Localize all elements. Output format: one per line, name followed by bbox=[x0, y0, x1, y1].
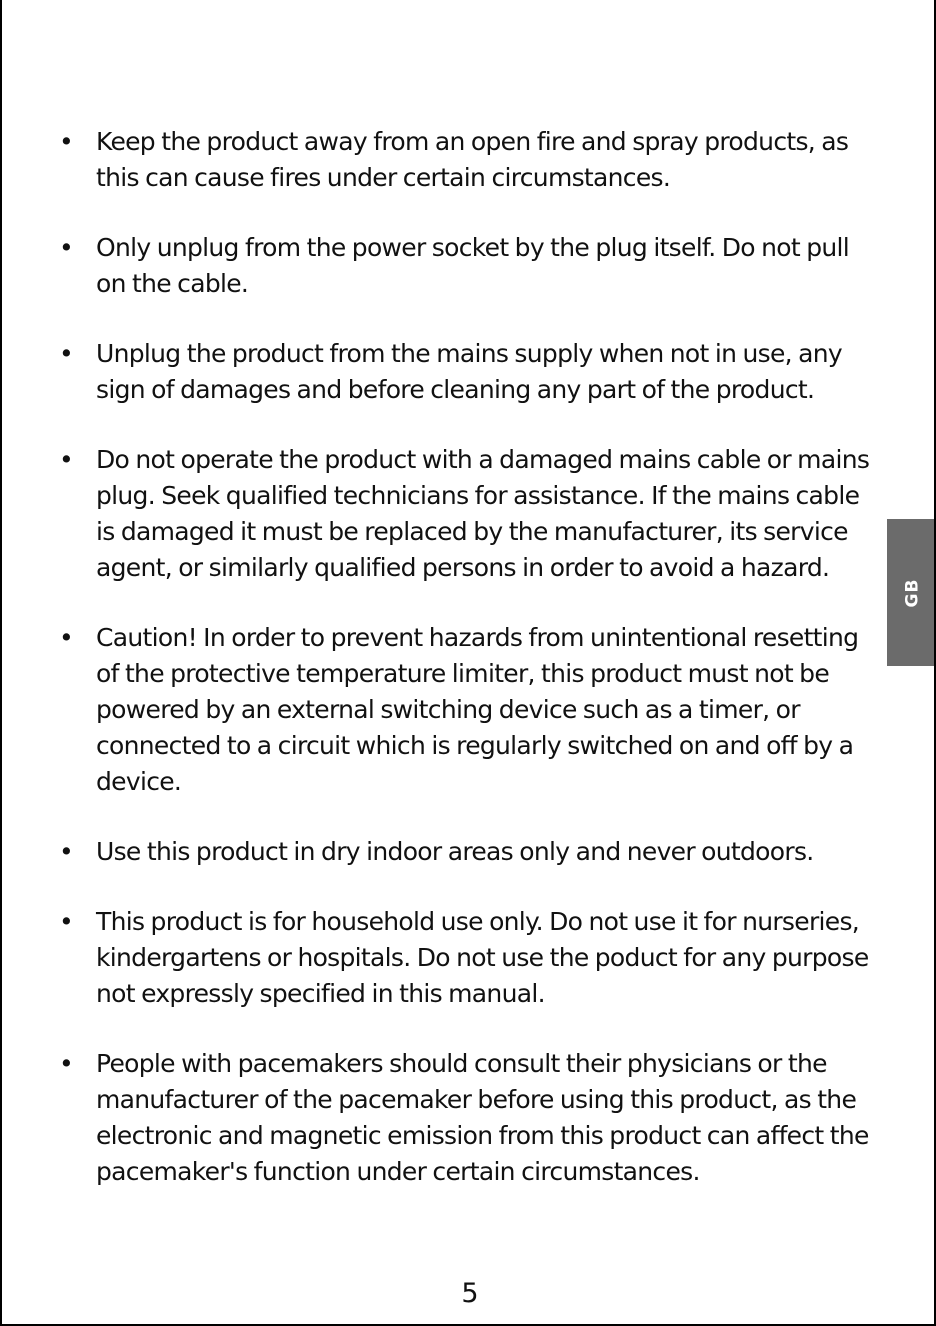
list-item-text: People with pacemakers should consult their physicians or the manufacturer of the pacemaker before using this product, as the electronic and magnetic emission from this product can affect the pacemaker's function under certain circumstances. bbox=[96, 1049, 869, 1186]
bullet-icon: • bbox=[59, 837, 74, 866]
language-tab-label: GB bbox=[902, 578, 923, 607]
list-item bbox=[2, 442, 882, 586]
bullet-icon: • bbox=[59, 127, 74, 156]
list-item bbox=[2, 230, 882, 302]
page-number: 5 bbox=[461, 1278, 479, 1309]
bullet-icon: • bbox=[59, 445, 74, 474]
list-item-text: Caution! In order to prevent hazards from unintentional resetting of the protective temperature limiter, this product must not be powered by an external switching device such as a timer, or connected to a circuit which is regularly switched on and off by a device. bbox=[96, 623, 859, 796]
list-item bbox=[2, 904, 882, 1012]
bullet-icon: • bbox=[59, 907, 74, 936]
list-item-text: Keep the product away from an open fire and spray products, as this can cause fires under certain circumstances. bbox=[96, 127, 849, 192]
list-item-text: Do not operate the product with a damaged mains cable or mains plug. Seek qualified technicians for assistance. If the mains cable is damaged it must be replaced by the manufacturer, its service agent, or similarly qualified persons in order to avoid a hazard. bbox=[96, 445, 870, 582]
list-item bbox=[2, 620, 882, 800]
bullet-icon: • bbox=[59, 339, 74, 368]
list-item-text: This product is for household use only. Do not use it for nurseries, kindergartens or hospitals. Do not use the poduct for any purpose not expressly specified in this manual. bbox=[96, 907, 869, 1008]
safety-instructions-list bbox=[2, 124, 882, 1224]
list-item-text: Unplug the product from the mains supply when not in use, any sign of damages and before cleaning any part of the product. bbox=[96, 339, 843, 404]
language-tab bbox=[887, 519, 936, 666]
list-item-text: Only unplug from the power socket by the plug itself. Do not pull on the cable. bbox=[96, 233, 849, 298]
list-item-text: Use this product in dry indoor areas only and never outdoors. bbox=[96, 837, 814, 866]
list-item bbox=[2, 124, 882, 196]
bullet-icon: • bbox=[59, 623, 74, 652]
bullet-icon: • bbox=[59, 233, 74, 262]
list-item bbox=[2, 1046, 882, 1190]
list-item bbox=[2, 336, 882, 408]
bullet-icon: • bbox=[59, 1049, 74, 1078]
list-item bbox=[2, 834, 882, 870]
